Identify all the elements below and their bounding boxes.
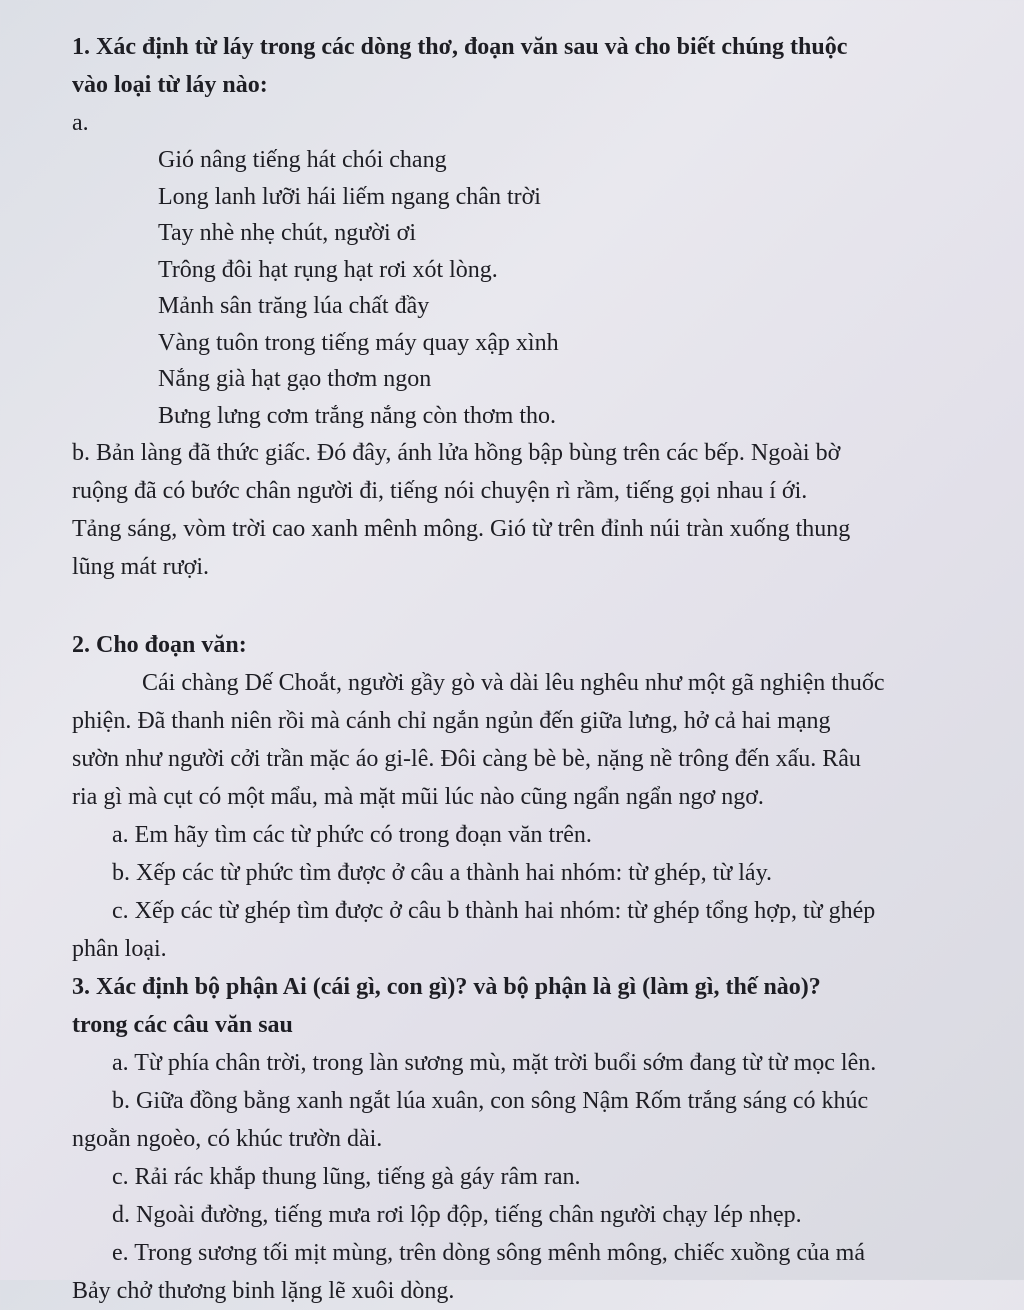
poem-line: Mảnh sân trăng lúa chất đầy — [158, 293, 430, 319]
poem-line: Bưng lưng cơm trắng nắng còn thơm tho. — [158, 402, 557, 429]
q1-b-line: b. Bản làng đã thức giấc. Đó đây, ánh lửa hồng bập bùng trên các bếp. Ngoài bờ — [72, 440, 841, 466]
q1-b-line: ruộng đã có bước chân người đi, tiếng nói chuyện rì rầm, tiếng gọi nhau í ới. — [72, 478, 808, 504]
section-gap — [72, 586, 974, 626]
q1-b-line: Tảng sáng, vòm trời cao xanh mênh mông. Gió từ trên đỉnh núi tràn xuống thung — [72, 516, 851, 542]
q1-part-b — [72, 434, 974, 586]
q3-item: a. Từ phía chân trời, trong làn sương mù, mặt trời buổi sớm đang từ từ mọc lên. — [112, 1050, 877, 1076]
q2-task: c. Xếp các từ ghép tìm được ở câu b thành hai nhóm: từ ghép tổng hợp, từ ghép — [112, 898, 876, 924]
q3-item: c. Rải rác khắp thung lũng, tiếng gà gáy râm ran. — [112, 1164, 581, 1190]
poem-line: Tay nhè nhẹ chút, người ơi — [158, 220, 416, 246]
q3-items — [72, 1044, 974, 1310]
poem-line: Trông đôi hạt rụng hạt rơi xót lòng. — [158, 256, 498, 283]
q2-para-line: Cái chàng Dế Choắt, người gầy gò và dài lêu nghêu như một gã nghiện thuốc — [142, 670, 885, 696]
poem-line: Gió nâng tiếng hát chói chang — [158, 147, 447, 173]
q2-tasks — [72, 816, 974, 968]
q2-para-line: ria gì mà cụt có một mẩu, mà mặt mũi lúc nào cũng ngẩn ngẩn ngơ ngơ. — [72, 784, 764, 810]
q2-task: b. Xếp các từ phức tìm được ở câu a thành hai nhóm: từ ghép, từ láy. — [112, 860, 773, 886]
q3-title-line1: 3. Xác định bộ phận Ai (cái gì, con gì)? và bộ phận là gì (làm gì, thế nào)? — [72, 974, 821, 1000]
q3-title-line2: trong các câu văn sau — [72, 1012, 293, 1038]
q1-title-line1: 1. Xác định từ láy trong các dòng thơ, đoạn văn sau và cho biết chúng thuộc — [72, 34, 848, 60]
q3-item: b. Giữa đồng bằng xanh ngắt lúa xuân, con sông Nậm Rốm trắng sáng có khúc — [112, 1088, 869, 1114]
q2-paragraph — [72, 664, 974, 816]
poem-line: Vàng tuôn trong tiếng máy quay xập xình — [158, 329, 559, 356]
q3-item: e. Trong sương tối mịt mùng, trên dòng sông mênh mông, chiếc xuồng của má — [112, 1240, 865, 1266]
q1-b-line: lũng mát rượi. — [72, 554, 210, 580]
q2-title: 2. Cho đoạn văn: — [72, 632, 247, 658]
q2-para-line: phiện. Đã thanh niên rồi mà cánh chỉ ngắn ngủn đến giữa lưng, hở cả hai mạng — [72, 708, 831, 734]
poem-line: Nắng già hạt gạo thơm ngon — [158, 366, 432, 392]
q3-item-cont: Bảy chở thương binh lặng lẽ xuôi dòng. — [72, 1278, 455, 1304]
q2-para-line: sườn như người cởi trần mặc áo gi-lê. Đôi càng bè bè, nặng nề trông đến xấu. Râu — [72, 746, 861, 772]
q1-poem — [72, 142, 974, 434]
q2-task-cont: phân loại. — [72, 936, 167, 962]
poem-line: Long lanh lưỡi hái liếm ngang chân trời — [158, 183, 541, 210]
q1-a-label: a. — [72, 110, 89, 136]
q3-item: d. Ngoài đường, tiếng mưa rơi lộp độp, tiếng chân người chạy lép nhẹp. — [112, 1202, 802, 1228]
q2-task: a. Em hãy tìm các từ phức có trong đoạn văn trên. — [112, 822, 592, 848]
q3-item-cont: ngoằn ngoèo, có khúc trườn dài. — [72, 1126, 383, 1152]
q1-title-line2: vào loại từ láy nào: — [72, 72, 268, 98]
